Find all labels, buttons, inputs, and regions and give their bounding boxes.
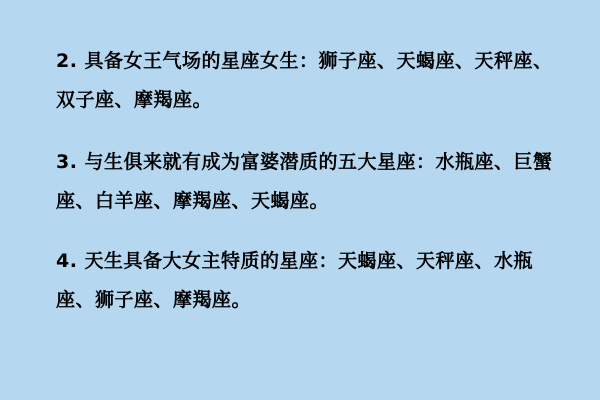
paragraph-item-2: 2. 具备女王气场的星座女生：狮子座、天蝎座、天秤座、双子座、摩羯座。 bbox=[56, 50, 553, 111]
top-spacer bbox=[56, 4, 560, 42]
paragraph-item-4: 4. 天生具备大女主特质的星座：天蝎座、天秤座、水瓶座、狮子座、摩羯座。 bbox=[56, 250, 534, 311]
document-body bbox=[56, 4, 560, 400]
paragraph-item-3: 3. 与生俱来就有成为富婆潜质的五大星座：水瓶座、巨蟹座、白羊座、摩羯座、天蝎座。 bbox=[56, 151, 553, 212]
paragraph-gap-1 bbox=[56, 120, 560, 143]
paragraph-gap-2 bbox=[56, 221, 560, 242]
